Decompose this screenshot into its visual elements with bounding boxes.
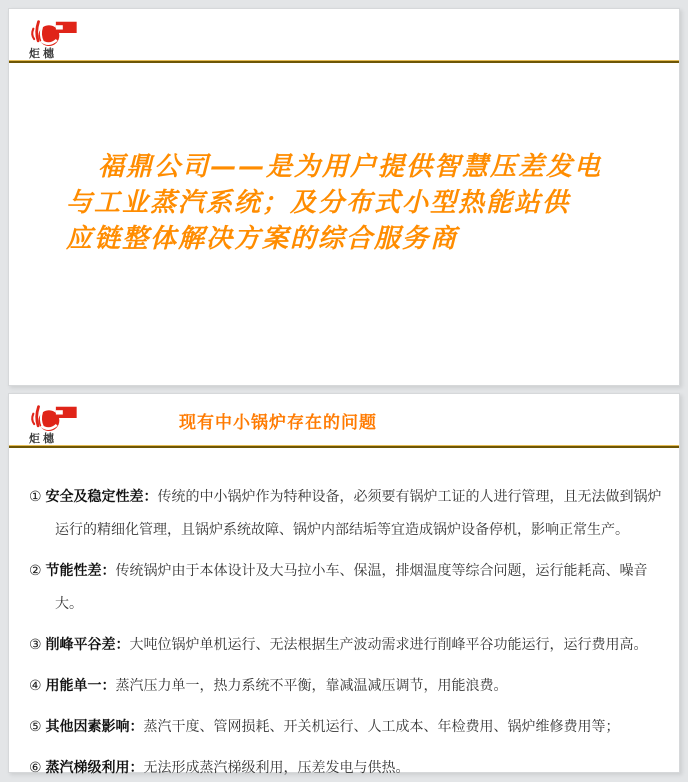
header-divider <box>9 445 679 448</box>
item-number: ② <box>29 562 42 578</box>
problem-item <box>29 669 665 702</box>
problem-list <box>9 448 679 782</box>
slide-1 <box>8 8 680 386</box>
logo-label: 炬橞 <box>29 433 57 445</box>
slide-1-headline <box>9 149 679 257</box>
headline-line: 与工业蒸汽系统；及分布式小型热能站供 <box>66 188 571 218</box>
logo-label: 炬橞 <box>29 48 57 60</box>
item-number: ④ <box>29 677 42 693</box>
item-text: 传统锅炉由于本体设计及大马拉小车、保温，排烟温度等综合问题，运行能耗高、噪音大。 <box>55 562 648 611</box>
slide-2 <box>8 393 680 773</box>
item-lead: 安全及稳定性差： <box>45 488 158 504</box>
slide-1-header <box>9 9 679 63</box>
flame-logo-icon <box>29 17 81 49</box>
headline-line: 应链整体解决方案的综合服务商 <box>66 224 459 254</box>
problem-item <box>29 554 665 620</box>
item-text: 蒸汽干度、管网损耗、开关机运行、人工成本、年检费用、锅炉维修费用等； <box>143 718 620 734</box>
item-lead: 用能单一： <box>45 677 116 693</box>
item-number: ① <box>29 488 42 504</box>
company-logo <box>29 402 89 445</box>
item-text: 大吨位锅炉单机运行、无法根据生产波动需求进行削峰平谷功能运行，运行费用高。 <box>129 636 648 652</box>
item-lead: 削峰平谷差： <box>45 636 130 652</box>
problem-item <box>29 751 665 782</box>
item-text: 蒸汽压力单一，热力系统不平衡，靠减温减压调节，用能浪费。 <box>115 677 508 693</box>
item-number: ⑥ <box>29 759 42 775</box>
item-number: ⑤ <box>29 718 42 734</box>
problem-item <box>29 628 665 661</box>
header-divider <box>9 60 679 63</box>
item-number: ③ <box>29 636 42 652</box>
problem-item <box>29 480 665 546</box>
slide-2-title: 现有中小锅炉存在的问题 <box>179 413 377 432</box>
company-logo <box>29 17 89 60</box>
item-lead: 节能性差： <box>45 562 116 578</box>
slide-2-header <box>9 394 679 448</box>
problem-item <box>29 710 665 743</box>
item-lead: 其他因素影响： <box>45 718 144 734</box>
item-lead: 蒸汽梯级利用： <box>45 759 144 775</box>
item-text: 无法形成蒸汽梯级利用，压差发电与供热。 <box>143 759 410 775</box>
item-text: 传统的中小锅炉作为特种设备，必须要有锅炉工证的人进行管理，且无法做到锅炉运行的精细化管理，且锅炉系统故障、锅炉内部结垢等宜造成锅炉设备停机，影响正常生产。 <box>55 488 662 537</box>
flame-logo-icon <box>29 402 81 434</box>
headline-line: 福鼎公司——是为用户提供智慧压差发电 <box>98 152 603 182</box>
